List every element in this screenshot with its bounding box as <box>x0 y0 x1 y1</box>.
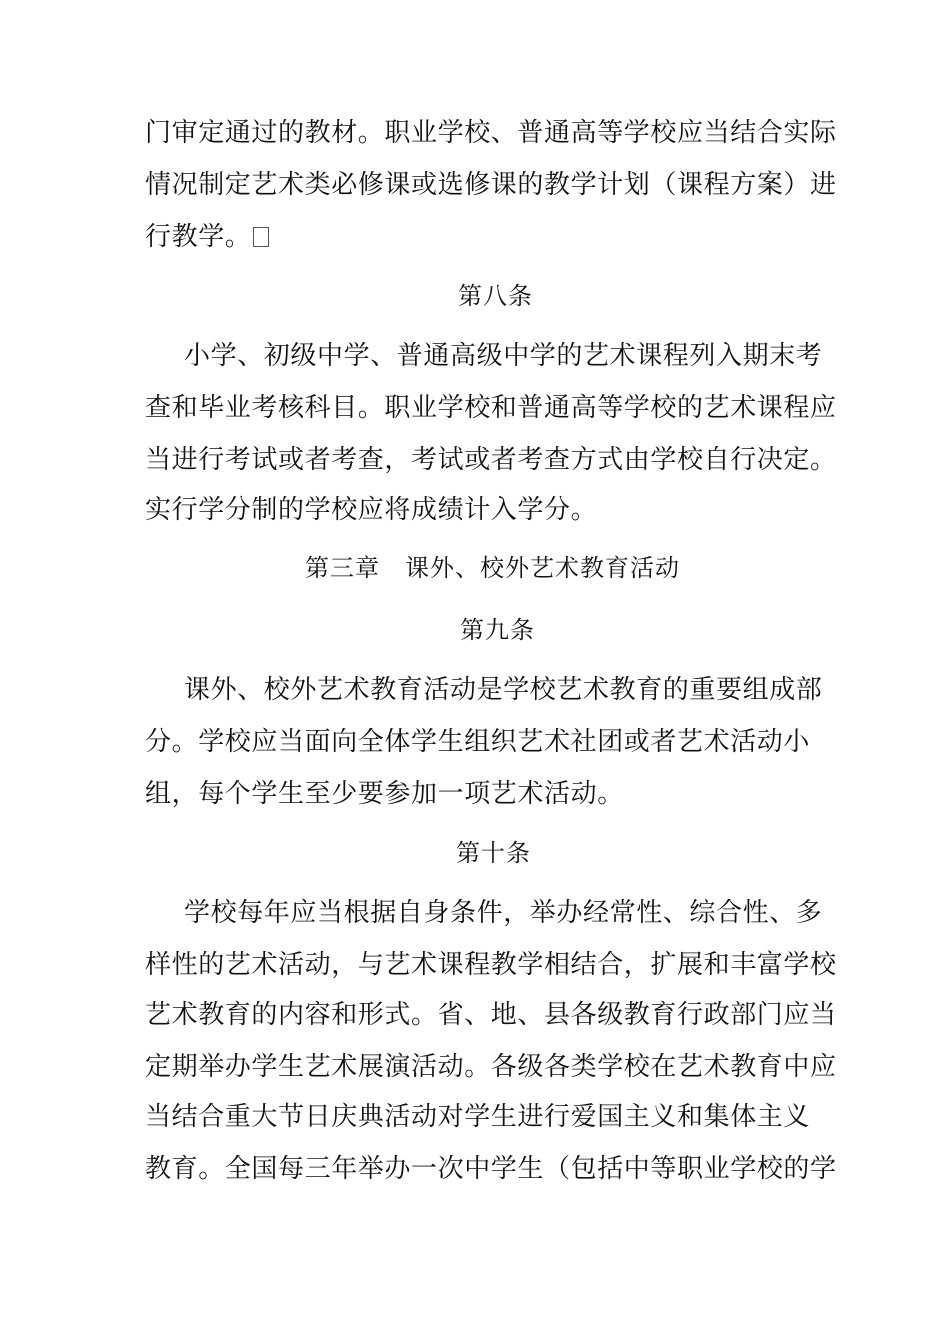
missing-glyph-icon <box>253 227 269 247</box>
para1-line-3-text: 行教学。 <box>145 222 252 252</box>
article-8-heading: 第八条 <box>458 282 533 310</box>
para1-line-1: 门审定通过的教材。职业学校、普通高等学校应当结合实际 <box>145 118 837 148</box>
para2-line-2: 查和毕业考核科目。职业学校和普通高等学校的艺术课程应 <box>145 393 837 423</box>
para4-line-3: 艺术教育的内容和形式。省、地、县各级教育行政部门应当 <box>145 1000 837 1030</box>
article-10-heading: 第十条 <box>456 839 531 867</box>
para4-line-1: 学校每年应当根据自身条件，举办经常性、综合性、多 <box>184 898 823 928</box>
para4-line-5: 当结合重大节日庆典活动对学生进行爱国主义和集体主义 <box>145 1102 811 1132</box>
para2-line-4: 实行学分制的学校应将成绩计入学分。 <box>145 495 598 525</box>
para2-line-1: 小学、初级中学、普通高级中学的艺术课程列入期末考 <box>184 341 823 371</box>
para1-line-3 <box>145 220 269 254</box>
para3-line-2: 分。学校应当面向全体学生组织艺术社团或者艺术活动小 <box>145 727 811 757</box>
para2-line-3: 当进行考试或者考查，考试或者考查方式由学校自行决定。 <box>145 445 837 475</box>
chapter-3-heading: 第三章 课外、校外艺术教育活动 <box>305 554 680 582</box>
para4-line-2: 样性的艺术活动，与艺术课程教学相结合，扩展和丰富学校 <box>145 950 837 980</box>
para1-line-2: 情况制定艺术类必修课或选修课的教学计划（课程方案）进 <box>145 170 837 200</box>
para4-line-4: 定期举办学生艺术展演活动。各级各类学校在艺术教育中应 <box>145 1052 837 1082</box>
para3-line-1: 课外、校外艺术教育活动是学校艺术教育的重要组成部 <box>184 675 823 705</box>
article-9-heading: 第九条 <box>460 616 535 644</box>
para3-line-3: 组，每个学生至少要参加一项艺术活动。 <box>145 779 624 809</box>
para4-line-6: 教育。全国每三年举办一次中学生（包括中等职业学校的学 <box>145 1154 837 1184</box>
